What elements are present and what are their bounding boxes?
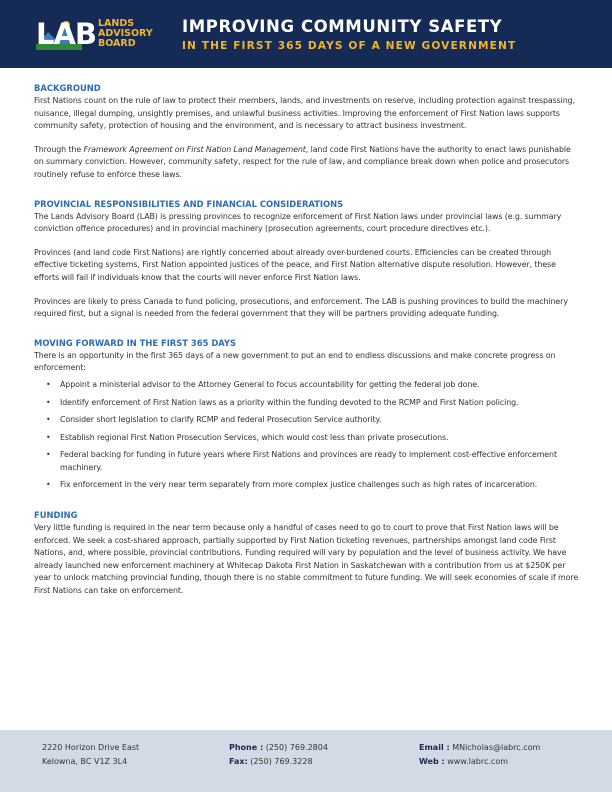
text-run: Through the: [34, 144, 84, 154]
list-item-text: Consider short legislation to clarify RCMP and federal Prosecution Service authority.: [60, 415, 382, 425]
section-provincial: [34, 198, 580, 321]
logo-line-3: BOARD: [98, 38, 136, 49]
email-address[interactable]: MNicholas@labrc.com: [449, 743, 541, 752]
lab-logo: [36, 16, 176, 54]
bullet: •: [46, 432, 51, 442]
section-moving-forward: [34, 337, 580, 492]
action-list: [34, 379, 580, 492]
paragraph: The Lands Advisory Board (LAB) is pressing provinces to recognize enforcement of First Nation laws under provincial laws (e.g. summary conviction offence procedures) and in provincial machinery (prosecution agreements, court procedure directives etc.).: [34, 211, 562, 234]
text-run: , land code First Nations have the authority to enact laws punishable on summary conviction. However, community safety, respect for the rule of law, and compliance break down when police and prosecutors routinely refuse to enforce these laws.: [34, 144, 571, 179]
section-heading: BACKGROUND: [34, 83, 101, 93]
page-title: IMPROVING COMMUNITY SAFETY: [182, 17, 503, 36]
logo-line-2: ADVISORY: [98, 28, 153, 39]
email-label: Email :: [419, 743, 450, 752]
list-item: [34, 479, 580, 492]
web-link[interactable]: www.labrc.com: [444, 757, 509, 766]
paragraph: Provinces (and land code First Nations) are rightly concerned about already over-burdened courts. Efficiencies can be created through effective ticketing systems, First Nation appointed justices of the peace, and First Nation alternative dispute resolution. However, these efforts will fail if individuals know that the courts will never enforce First Nation laws.: [34, 247, 556, 282]
footer: [0, 730, 612, 792]
bullet: •: [46, 379, 51, 389]
list-item: [34, 449, 580, 474]
bullet: •: [46, 480, 51, 490]
document-body: [34, 82, 580, 598]
list-item-text: Establish regional First Nation Prosecution Services, which would cost less than private prosecutions.: [60, 432, 449, 442]
section-background: [34, 82, 580, 182]
phone-label: Phone :: [229, 743, 264, 752]
logo-line-1: LANDS: [98, 18, 135, 29]
address-line-1: 2220 Horizon Drive East: [42, 743, 140, 752]
fax-label: Fax:: [229, 757, 248, 766]
page-subtitle: IN THE FIRST 365 DAYS OF A NEW GOVERNMENT: [182, 40, 517, 52]
bullet: •: [46, 397, 51, 407]
section-heading: PROVINCIAL RESPONSIBILITIES AND FINANCIAL CONSIDERATIONS: [34, 198, 344, 209]
bullet: •: [46, 415, 51, 425]
bullet: •: [46, 450, 51, 460]
phone-number: (250) 769.2804: [263, 743, 328, 752]
list-item-text: Federal backing for funding in future years where First Nations and provinces are ready to implement cost-effective enforcement machinery.: [60, 450, 557, 472]
list-item: [34, 397, 580, 410]
list-item: [34, 379, 580, 392]
fax-number: (250) 769.3228: [247, 757, 313, 766]
header-banner: [0, 0, 612, 68]
fax: [229, 754, 313, 770]
logo-wordmark: LAB: [36, 17, 97, 51]
list-item: [34, 414, 580, 427]
section-funding: [34, 509, 580, 598]
section-heading: MOVING FORWARD IN THE FIRST 365 DAYS: [34, 337, 237, 348]
paragraph: There is an opportunity in the first 365 days of a new government to put an end to endless discussions and make concrete progress on enforcement:: [34, 350, 556, 373]
section-heading: FUNDING: [34, 510, 78, 521]
paragraph: First Nations count on the rule of law to protect their members, lands, and investments on reserve, including protection against trespassing, nuisance, illegal dumping, unsightly premises, and unlawful business activities. Improving the enforcement of First Nation laws supports community safety, protection of housing and the environment, and is necessary to attract business investment.: [34, 96, 575, 131]
web-label: Web :: [419, 757, 445, 766]
list-item-text: Appoint a ministerial advisor to the Attorney General to focus accountability for getting the federal job done.: [60, 379, 480, 389]
address-line-2: Kelowna, BC V1Z 3L4: [42, 757, 128, 766]
list-item-text: Fix enforcement in the very near term separately from more complex justice challenges such as high rates of incarceration.: [60, 480, 538, 490]
logo-text: [98, 19, 153, 49]
list-item: [34, 432, 580, 445]
paragraph: Very little funding is required in the near term because only a handful of cases need to go to court to prove that First Nation laws will be enforced. We seek a cost-shared approach, partially supported by First Nation ticketing revenues, partnerships amongst land code First Nations, and, where possible, provincial contributions. Funding required will vary by population and the level of business activity. We have already launched new enforcement machinery at Whitecap Dakota First Nation in Saskatchewan with a contribution from us at $250K per year to unlock matching provincial funding, though there is no stable commitment to future funding. We will seek economies of scale if more First Nations can take on enforcement.: [34, 523, 579, 596]
website: [419, 754, 508, 770]
italic-title: Framework Agreement on First Nation Land Management: [83, 144, 306, 154]
paragraph: Provinces are likely to press Canada to fund policing, prosecutions, and enforcement. The LAB is pushing provinces to build the machinery required first, but a signal is needed from the federal government that they will be partners providing adequate funding.: [34, 296, 568, 319]
list-item-text: Identify enforcement of First Nation laws as a priority within the funding devoted to the RCMP and First Nation policing.: [60, 397, 519, 407]
paragraph: [34, 144, 580, 182]
